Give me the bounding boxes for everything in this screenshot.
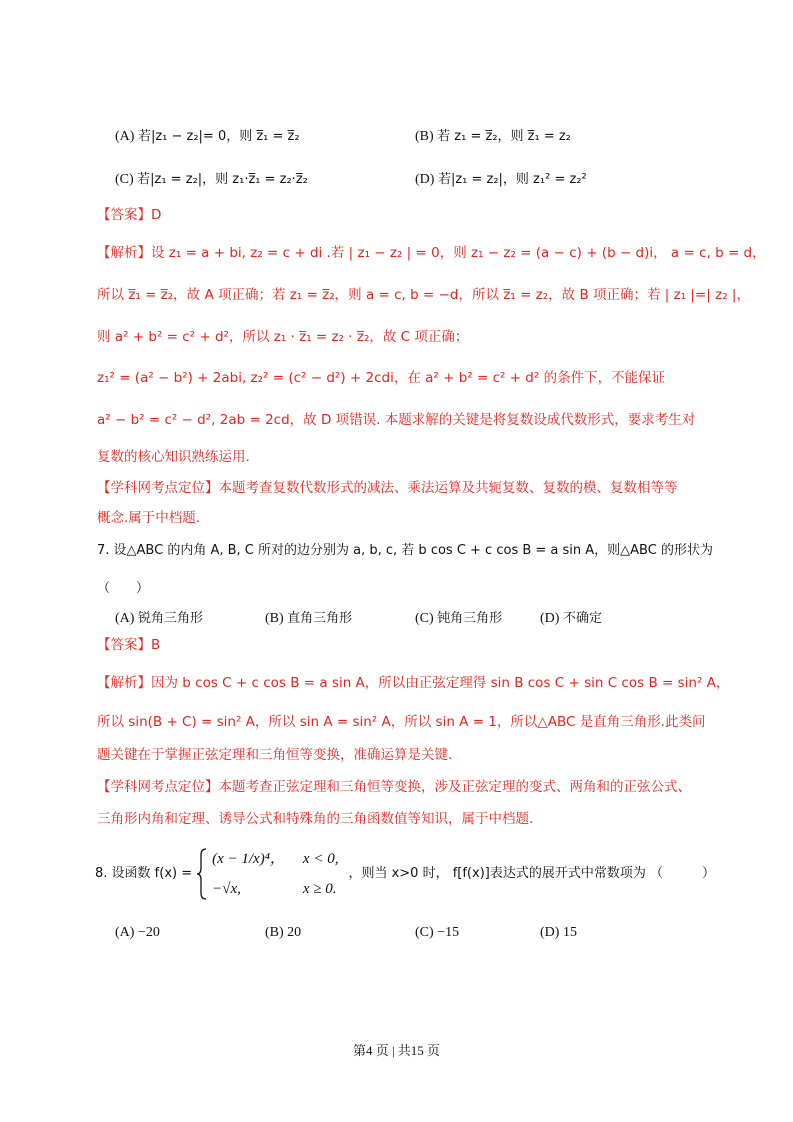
option-text: 若 z₁ = z̅₂，则 z̅₁ = z₂ <box>437 129 571 144</box>
q8-option-d <box>540 924 577 942</box>
q6-analysis-line: 复数的核心知识熟练运用. <box>97 449 250 465</box>
q7-analysis-line: 所以 sin(B + C) = sin² A，所以 sin A = sin² A，所以 sin A = 1，所以△ABC 是直角三角形.此类问 <box>97 714 706 730</box>
q6-option-b <box>415 128 571 146</box>
q6-option-c <box>115 171 308 189</box>
q6-analysis-line: z₁² = (a² − b²) + 2abi, z₂² = (c² − d²) + 2cdi，在 a² + b² = c² + d² 的条件下，不能保证 <box>97 370 666 386</box>
knowledge-point-tag: 【学科网考点定位】 <box>97 480 219 496</box>
q8-option-a <box>115 924 160 942</box>
option-text: 不确定 <box>562 611 602 626</box>
knowledge-point-text: 本题考查正弦定理和三角恒等变换，涉及正弦定理的变式、两角和的正弦公式、 <box>218 779 691 795</box>
q8-prefix: 8. 设函数 f(x) = <box>95 866 193 881</box>
q7-knowledge-point: 三角形内角和定理、诱导公式和特殊角的三角函数值等知识，属于中档题. <box>97 811 534 827</box>
q8-option-c <box>415 924 459 942</box>
option-text: 若|z₁ = z₂|，则 z₁² = z₂² <box>437 172 587 187</box>
option-text: 钝角三角形 <box>437 611 503 626</box>
analysis-text: 设 z₁ = a + bi, z₂ = c + di .若 | z₁ − z₂ | = 0，则 z₁ − z₂ = (a − c) + (b − d)i， a = c, b = d， <box>151 245 766 261</box>
q8-suffix: ，则当 x>0 时， f[f(x)]表达式的展开式中常数项为 （ ） <box>348 866 715 881</box>
option-label: (D) <box>540 611 560 626</box>
option-text: −15 <box>437 925 460 940</box>
option-text: 若|z₁ = z₂|，则 z₁·z̅₁ = z₂·z̅₂ <box>137 172 308 187</box>
analysis-text: 因为 b cos C + c cos B = a sin A，所以由正弦定理得 sin B cos C + sin C cos B = sin² A， <box>151 675 730 691</box>
option-text: 15 <box>562 925 577 940</box>
option-label: (C) <box>115 172 134 187</box>
q8-option-b <box>265 924 301 942</box>
option-label: (B) <box>265 611 284 626</box>
q7-option-b <box>265 610 352 628</box>
piecewise-cases <box>212 849 338 899</box>
page-footer: 第4 页 | 共15 页 <box>352 1043 441 1058</box>
q7-option-a <box>115 610 203 628</box>
q8-case2: −√x, <box>212 881 241 897</box>
q8-stem <box>95 848 715 900</box>
q6-option-d <box>415 171 587 189</box>
analysis-tag: 【解析】 <box>97 675 151 691</box>
q6-analysis-line: 则 a² + b² = c² + d²，所以 z₁ · z̅₁ = z₂ · z̅₂，故 C 项正确； <box>97 329 469 345</box>
q8-cond1: x < 0, <box>302 851 339 867</box>
knowledge-point-text: 本题考查复数代数形式的减法、乘法运算及共轭复数、复数的模、复数相等等 <box>218 480 678 496</box>
option-label: (C) <box>415 925 434 940</box>
answer-value: B <box>151 637 161 653</box>
knowledge-point-tag: 【学科网考点定位】 <box>97 779 219 795</box>
q6-analysis-line: 所以 z̅₁ = z̅₂，故 A 项正确；若 z₁ = z̅₂，则 a = c, b = −d，所以 z̅₁ = z₂，故 B 项正确；若 | z₁ |=| z₂ |， <box>97 287 750 303</box>
q8-cond2: x ≥ 0. <box>302 881 337 897</box>
option-label: (D) <box>540 925 560 940</box>
q7-option-d <box>540 610 602 628</box>
option-label: (A) <box>115 611 135 626</box>
q6-analysis-line <box>97 244 766 262</box>
q7-analysis-line: 题关键在于掌握正弦定理和三角恒等变换，准确运算是关键. <box>97 747 453 763</box>
option-text: 20 <box>287 925 302 940</box>
q7-stem: 7. 设△ABC 的内角 A, B, C 所对的边分别为 a, b, c, 若 b cos C + c cos B = a sin A，则△ABC 的形状为 <box>97 543 713 558</box>
option-label: (A) <box>115 925 135 940</box>
piecewise-brace-icon <box>196 848 208 900</box>
option-text: −20 <box>137 925 160 940</box>
option-label: (D) <box>415 172 435 187</box>
q7-knowledge-point <box>97 778 691 796</box>
q6-answer <box>97 206 161 224</box>
option-label: (B) <box>415 129 434 144</box>
q7-answer <box>97 636 160 654</box>
option-label: (A) <box>115 129 135 144</box>
q7-option-c <box>415 610 502 628</box>
option-label: (C) <box>415 611 434 626</box>
q7-paren: （ ） <box>97 581 150 596</box>
q8-case1: (x − 1/x)⁴， <box>212 851 285 867</box>
q6-analysis-line: a² − b² = c² − d², 2ab = 2cd，故 D 项错误. 本题求解的关键是将复数设成代数形式，要求考生对 <box>97 412 696 428</box>
option-text: 若|z₁ − z₂|= 0，则 z̅₁ = z̅₂ <box>137 129 300 144</box>
q6-knowledge-point: 概念.属于中档题. <box>97 510 201 526</box>
q6-option-a <box>115 128 300 146</box>
q6-knowledge-point <box>97 479 678 497</box>
q7-analysis-line <box>97 674 729 692</box>
answer-value: D <box>151 207 162 223</box>
analysis-tag: 【解析】 <box>97 245 151 261</box>
answer-tag: 【答案】 <box>97 637 151 653</box>
option-label: (B) <box>265 925 284 940</box>
answer-tag: 【答案】 <box>97 207 151 223</box>
option-text: 直角三角形 <box>287 611 353 626</box>
option-text: 锐角三角形 <box>137 611 203 626</box>
